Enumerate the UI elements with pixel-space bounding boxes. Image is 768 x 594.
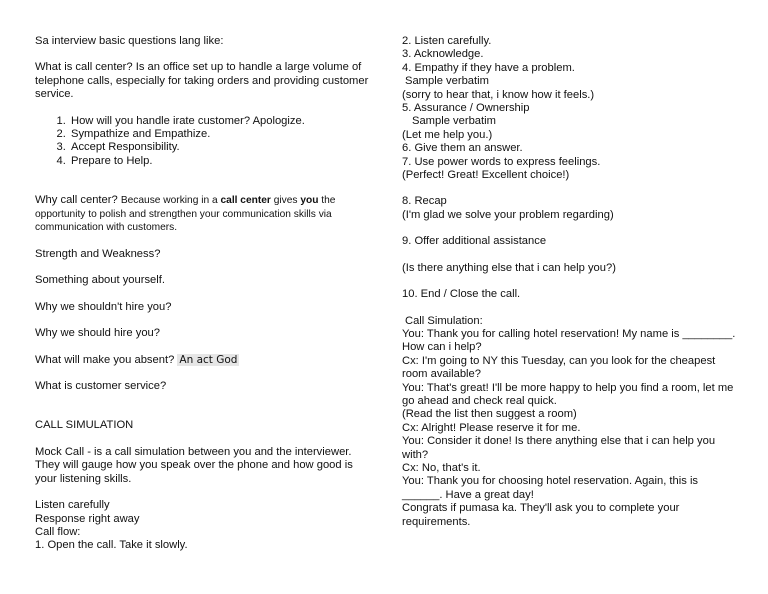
simulation-line: You: Consider it done! Is there anything else that i can help you with?	[402, 435, 716, 461]
simulation-line: Cx: I'm going to NY this Tuesday, can you look for the cheapest room available?	[402, 354, 716, 381]
left-column	[35, 35, 375, 553]
why-question: Why call center?	[35, 194, 118, 207]
call-center-definition: What is call center? Is an office set up to handle a large volume of telephone calls, especially for taking orders and providing customer service.	[35, 61, 369, 101]
listen-text: Listen carefully	[35, 499, 110, 512]
call-flow-step: 7. Use power words to express feelings.	[402, 155, 601, 168]
simulation-line: You: Thank you for choosing hotel reservation. Again, this is ______. Have a great day!	[402, 475, 699, 501]
list-item: 4. Prepare to Help.	[69, 155, 375, 168]
call-simulation-title: Call Simulation:	[405, 314, 483, 327]
why-answer-part: Because working in a	[120, 195, 221, 207]
simulation-line: You: Thank you for calling hotel reservation! My name is ________. How can i help?	[402, 327, 736, 354]
why-answer-bold: call center	[220, 195, 271, 207]
yourself-question: Something about yourself.	[35, 274, 165, 287]
call-flow-step: 3. Acknowledge.	[402, 48, 484, 61]
call-flow-step: 1. Open the call. Take it slowly.	[35, 539, 188, 552]
right-column	[402, 35, 737, 529]
call-flow-step: 10. End / Close the call.	[402, 288, 521, 301]
absent-question: What will make you absent?	[35, 353, 175, 366]
verbatim-text: (Is there anything else that i can help you?)	[402, 261, 616, 274]
basic-questions-list	[35, 115, 375, 169]
simulation-line: (Read the list then suggest a room)	[402, 408, 577, 421]
call-flow-step: 5. Assurance / Ownership	[402, 102, 530, 115]
should-hire-question: Why we should hire you?	[35, 327, 160, 340]
list-item: 3. Accept Responsibility.	[69, 141, 375, 154]
shouldnt-hire-question: Why we shouldn't hire you?	[35, 300, 172, 313]
customer-service-question: What is customer service?	[35, 380, 167, 393]
simulation-line: Cx: No, that's it.	[402, 461, 481, 474]
call-flow-step: 9. Offer additional assistance	[402, 235, 547, 248]
call-flow-step: 2. Listen carefully.	[402, 35, 492, 47]
simulation-line: You: That's great! I'll be more happy to help you find a room, let me go ahead and check real quick.	[402, 381, 734, 407]
sample-verbatim-label: Sample verbatim	[405, 75, 489, 88]
why-answer-part: gives	[270, 195, 301, 207]
why-answer-bold: you	[300, 195, 319, 207]
simulation-line: Congrats if pumasa ka. They'll ask you to complete your requirements.	[402, 502, 680, 528]
simulation-line: Cx: Alright! Please reserve it for me.	[402, 421, 581, 434]
verbatim-text: (sorry to hear that, i know how it feels.)	[402, 88, 595, 101]
verbatim-text: (Perfect! Great! Excellent choice!)	[402, 169, 570, 182]
call-simulation-heading: CALL SIMULATION	[35, 419, 134, 432]
call-flow-step: 4. Empathy if they have a problem.	[402, 61, 575, 74]
why-answer-part: the opportunity to polish and strengthen your communication skills via communication with customers.	[35, 195, 336, 234]
verbatim-text: (I'm glad we solve your problem regarding)	[402, 208, 614, 221]
call-flow-step: 8. Recap	[402, 195, 447, 208]
call-flow-step: 6. Give them an answer.	[402, 142, 523, 155]
mock-call-definition: Mock Call - is a call simulation between you and the interviewer. They will gauge how you speak over the phone and how good is your listening skills.	[35, 445, 353, 485]
intro-text: Sa interview basic questions lang like:	[35, 35, 224, 47]
response-text: Response right away	[35, 512, 140, 525]
list-item: 1. How will you handle irate customer? Apologize.	[69, 115, 375, 128]
strength-question: Strength and Weakness?	[35, 248, 161, 261]
sample-verbatim-label: Sample verbatim	[412, 115, 496, 128]
absent-question-line	[35, 354, 375, 367]
verbatim-text: (Let me help you.)	[402, 128, 493, 141]
call-flow-label: Call flow:	[35, 525, 81, 538]
list-item: 2. Sympathize and Empathize.	[69, 128, 375, 141]
absent-answer-highlight: An act God	[179, 353, 238, 366]
why-call-center-paragraph	[35, 194, 375, 235]
